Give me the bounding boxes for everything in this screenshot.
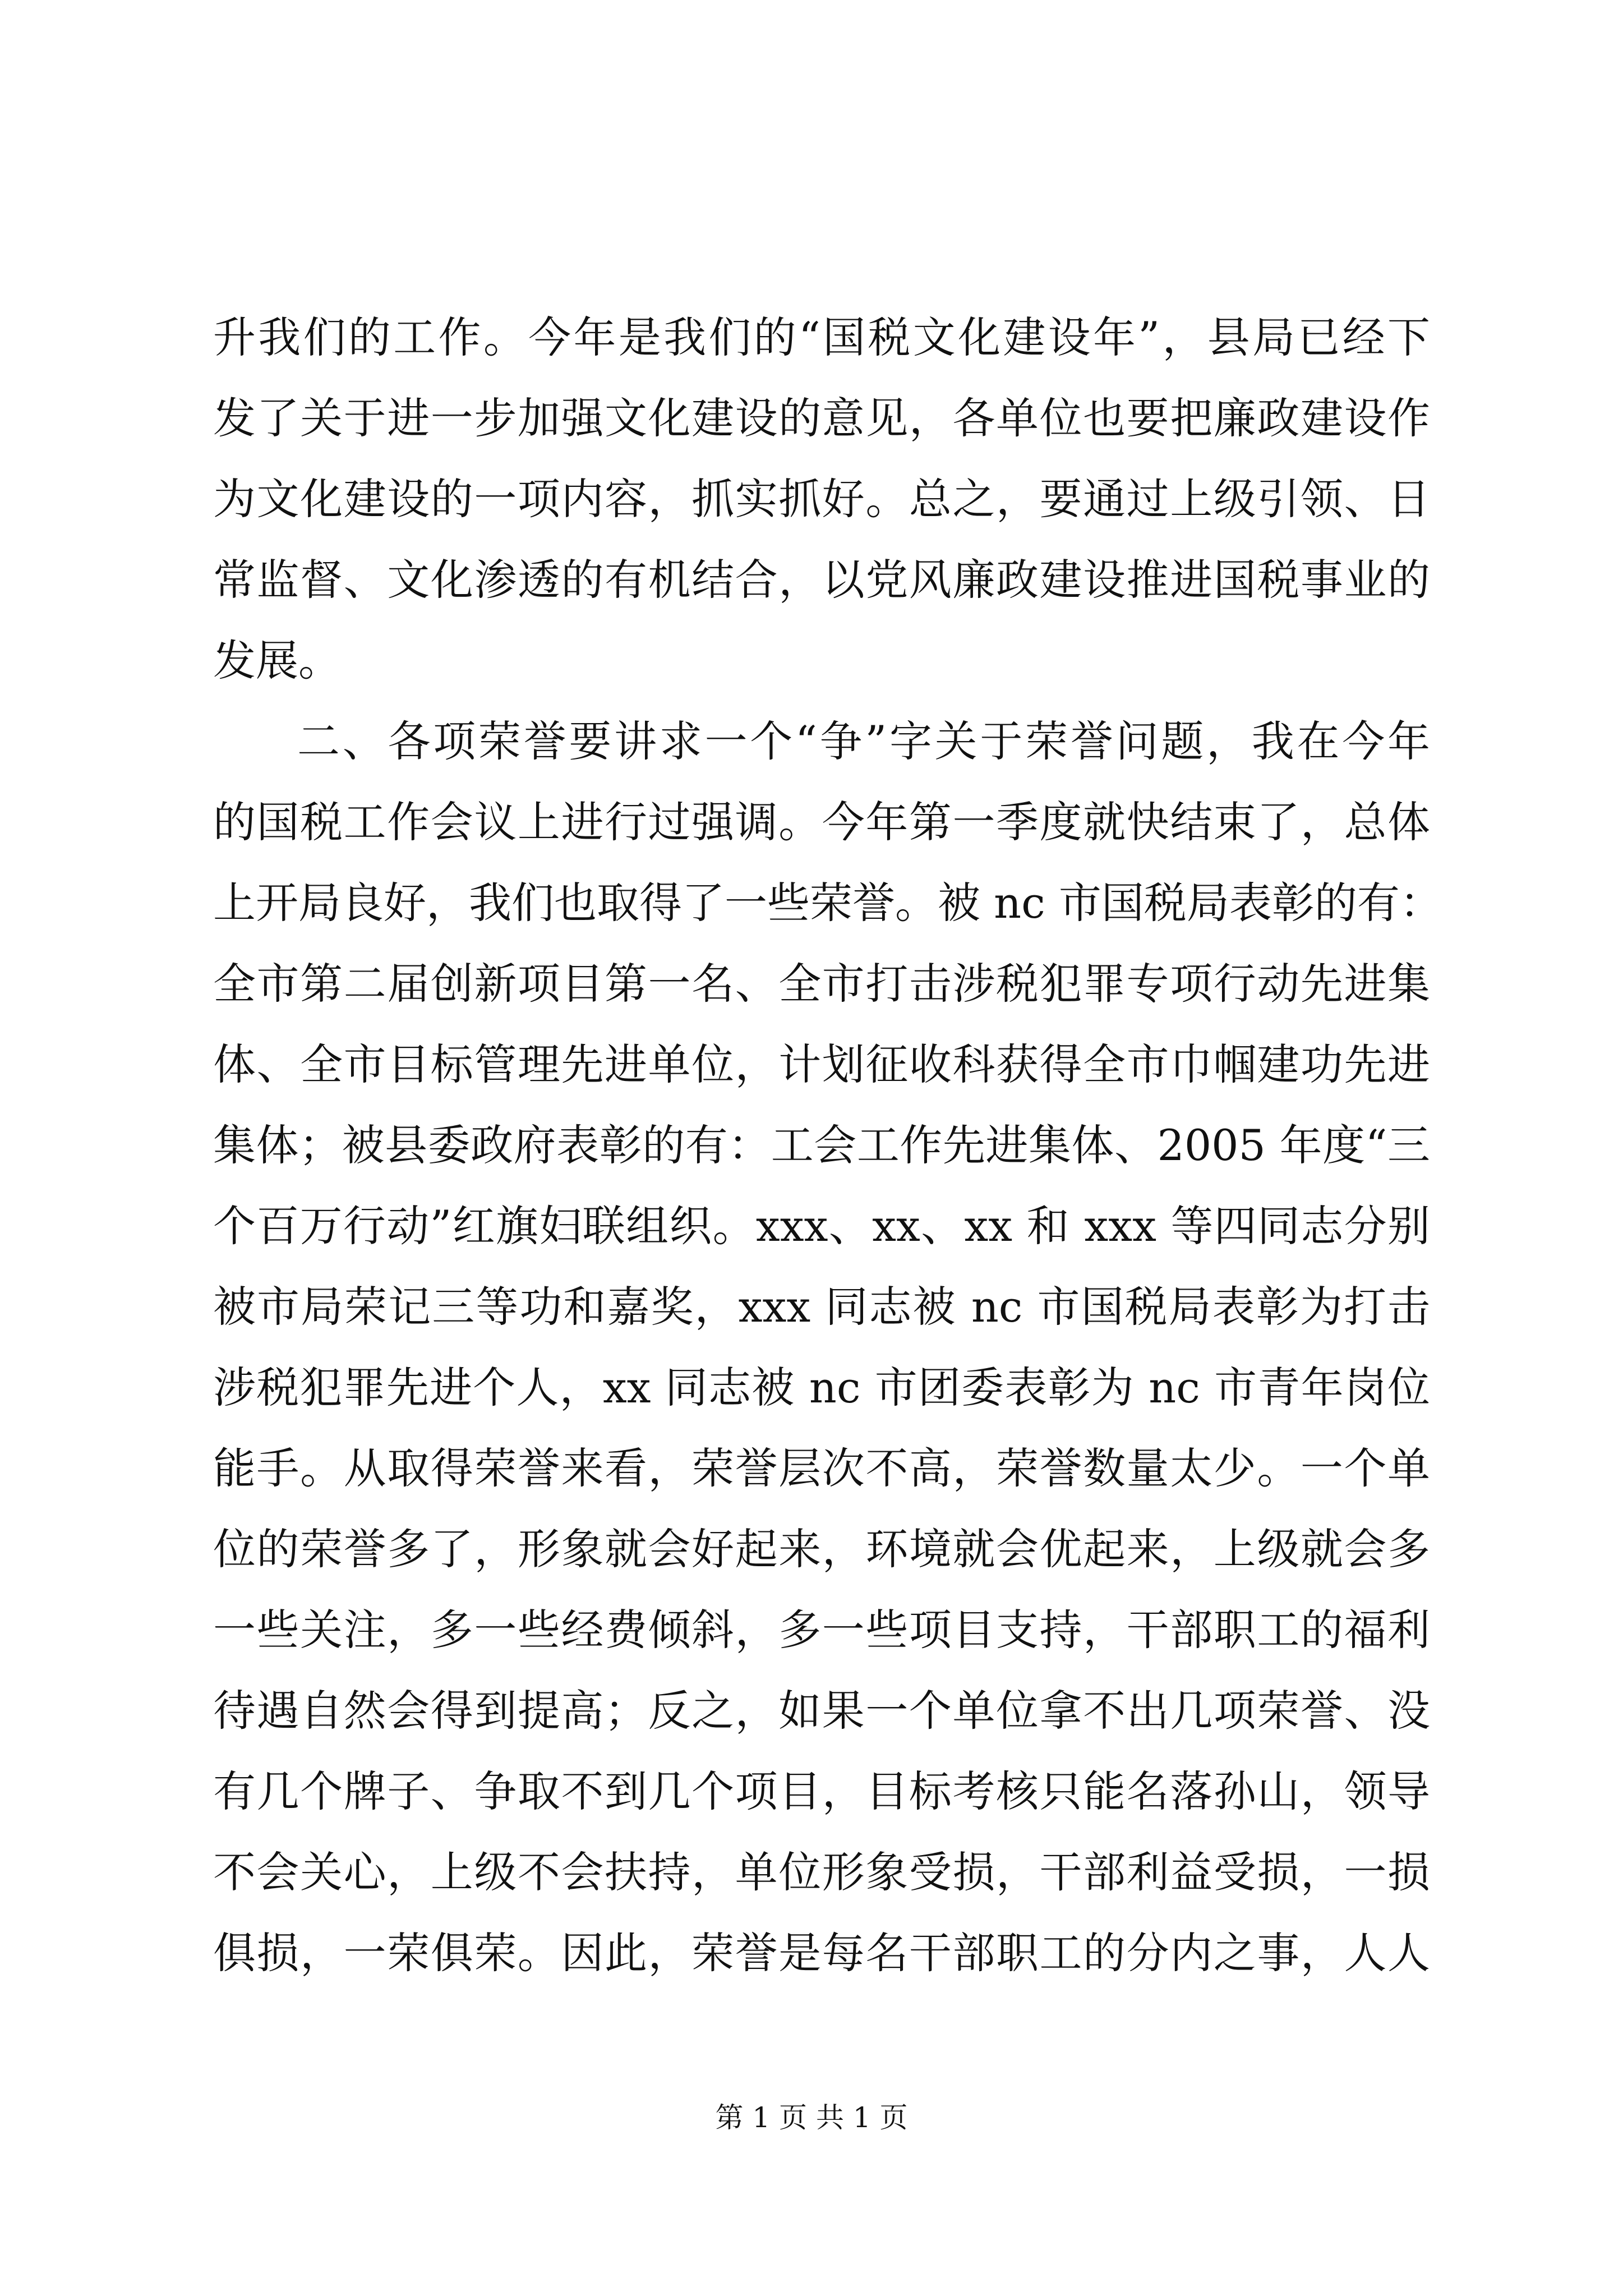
- body-line: 一些关注，多一些经费倾斜，多一些项目支持，干部职工的福利: [213, 1605, 1430, 1655]
- body-line: 的国税工作会议上进行过强调。今年第一季度就快结束了，总体: [213, 797, 1430, 847]
- body-line: 上开局良好，我们也取得了一些荣誉。被 nc 市国税局表彰的有：: [213, 878, 1442, 928]
- body-line: 有几个牌子、争取不到几个项目，目标考核只能名落孙山，领导: [213, 1766, 1430, 1816]
- body-line: 为文化建设的一项内容，抓实抓好。总之，要通过上级引领、日: [213, 474, 1430, 524]
- body-line: 全市第二届创新项目第一名、全市打击涉税犯罪专项行动先进集: [213, 959, 1430, 1009]
- body-line: 个百万行动”红旗妇联组织。xxx、xx、xx 和 xxx 等四同志分别: [213, 1201, 1430, 1251]
- body-line: 能手。从取得荣誉来看，荣誉层次不高，荣誉数量太少。一个单: [213, 1443, 1430, 1493]
- body-line: 发展。: [213, 636, 341, 685]
- body-line: 常监督、文化渗透的有机结合，以党风廉政建设推进国税事业的: [213, 555, 1430, 605]
- body-line: 集体；被县委政府表彰的有：工会工作先进集体、2005 年度“三: [213, 1120, 1430, 1170]
- body-line: 发了关于进一步加强文化建设的意见，各单位也要把廉政建设作: [213, 393, 1430, 443]
- body-line: 涉税犯罪先进个人，xx 同志被 nc 市团委表彰为 nc 市青年岗位: [213, 1363, 1430, 1412]
- document-body: [213, 297, 1442, 1994]
- page-number-label: 第 1 页 共 1 页: [715, 2101, 908, 2134]
- body-line: 被市局荣记三等功和嘉奖，xxx 同志被 nc 市国税局表彰为打击: [213, 1282, 1430, 1332]
- body-line: 二、各项荣誉要讲求一个“争”字关于荣誉问题，我在今年: [297, 716, 1430, 766]
- body-line: 体、全市目标管理先进单位，计划征收科获得全市巾帼建功先进: [213, 1039, 1430, 1089]
- body-line: 俱损，一荣俱荣。因此，荣誉是每名干部职工的分内之事，人人: [213, 1928, 1430, 1978]
- body-line: 位的荣誉多了，形象就会好起来，环境就会优起来，上级就会多: [213, 1524, 1430, 1574]
- body-line: 待遇自然会得到提高；反之，如果一个单位拿不出几项荣誉、没: [213, 1686, 1430, 1736]
- page-footer: [0, 2098, 1623, 2137]
- body-line: 升我们的工作。今年是我们的“国税文化建设年”，县局已经下: [213, 312, 1430, 362]
- body-line: 不会关心，上级不会扶持，单位形象受损，干部利益受损，一损: [213, 1847, 1430, 1897]
